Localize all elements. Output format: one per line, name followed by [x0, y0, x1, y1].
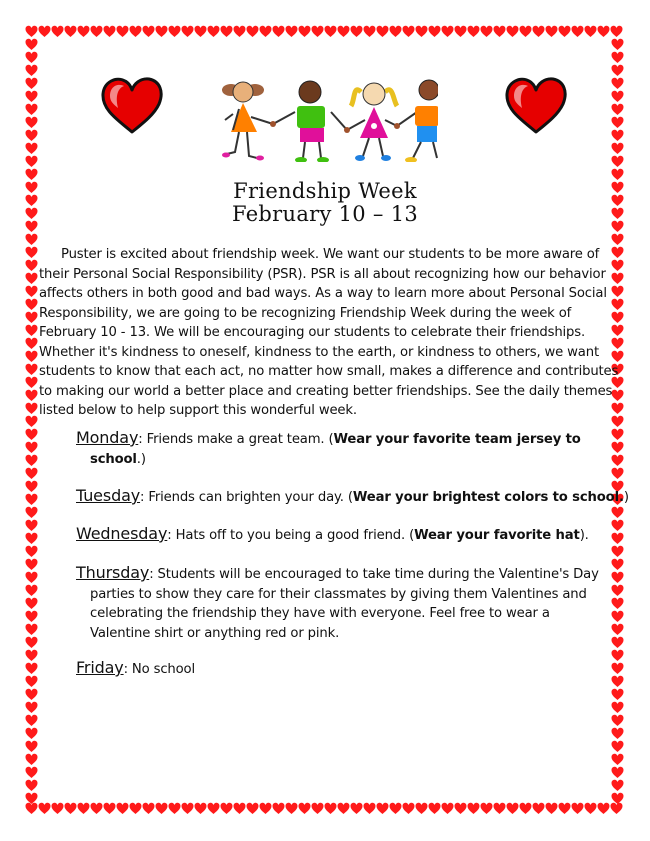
heart-icon — [129, 802, 142, 815]
day-text: .) — [136, 451, 146, 467]
heart-icon — [272, 802, 285, 815]
heart-icon — [25, 402, 38, 415]
heart-icon — [220, 802, 233, 815]
heart-icon — [25, 714, 38, 727]
heart-icon — [25, 51, 38, 64]
heart-icon — [363, 25, 376, 38]
heart-icon — [207, 802, 220, 815]
heart-icon — [25, 454, 38, 467]
heart-icon — [454, 802, 467, 815]
heart-icon — [467, 25, 480, 38]
heart-icon — [25, 558, 38, 571]
heart-icon — [51, 802, 64, 815]
heart-icon — [611, 753, 624, 766]
heart-icon — [25, 376, 38, 389]
heart-icon — [506, 25, 519, 38]
heart-icon — [519, 802, 532, 815]
heart-icon — [428, 802, 441, 815]
day-bold-text: Wear your favorite team jersey to — [333, 432, 581, 447]
heart-icon — [25, 493, 38, 506]
heart-icon — [142, 802, 155, 815]
heart-icon — [25, 90, 38, 103]
heart-icon — [90, 25, 103, 38]
heart-icon — [25, 324, 38, 337]
heart-icon — [25, 25, 38, 38]
heart-icon — [428, 25, 441, 38]
intro-line: students to know that each act, no matter how small, makes a difference and contributes — [39, 364, 619, 379]
heart-icon — [103, 25, 116, 38]
heart-icon — [611, 77, 624, 90]
heart-icon — [298, 802, 311, 815]
heart-icon — [611, 792, 624, 805]
intro-line: Responsibility, we are going to be recognizing Friendship Week during the week of — [39, 305, 572, 321]
intro-line: listed below to help support this wonderful week. — [39, 403, 357, 418]
heart-icon — [376, 25, 389, 38]
heart-icon — [611, 779, 624, 792]
heart-icon — [611, 64, 624, 77]
day-text: parties to show they care for their classmates by giving them Valentines and — [90, 586, 587, 602]
heart-icon — [611, 38, 624, 51]
heart-icon — [467, 802, 480, 815]
heart-icon — [611, 506, 624, 519]
heart-border-right — [611, 38, 625, 805]
heart-icon — [571, 25, 584, 38]
heart-icon — [363, 802, 376, 815]
day-bold-text: Wear your brightest colors to school. — [352, 490, 624, 505]
heart-icon — [25, 792, 38, 805]
heart-icon — [25, 38, 38, 51]
heart-icon — [64, 25, 77, 38]
heart-icon — [25, 415, 38, 428]
heart-icon — [611, 142, 624, 155]
heart-icon — [155, 25, 168, 38]
heart-icon — [611, 740, 624, 753]
heart-icon — [25, 311, 38, 324]
heart-icon — [77, 25, 90, 38]
heart-icon — [558, 25, 571, 38]
heart-icon — [103, 802, 116, 815]
day-thursday — [76, 563, 616, 643]
heart-icon — [25, 532, 38, 545]
heart-icon — [584, 802, 597, 815]
day-wednesday — [76, 524, 616, 546]
heart-icon — [25, 597, 38, 610]
heart-icon — [415, 802, 428, 815]
heart-icon — [194, 25, 207, 38]
day-name: Monday — [76, 428, 139, 447]
heart-icon — [480, 802, 493, 815]
heart-icon — [480, 25, 493, 38]
heart-icon — [324, 25, 337, 38]
heart-icon — [38, 25, 51, 38]
heart-icon — [25, 350, 38, 363]
heart-icon — [493, 25, 506, 38]
heart-icon — [441, 802, 454, 815]
day-text: : Students will be encouraged to take time during the Valentine's Day — [149, 567, 599, 582]
heart-icon — [181, 802, 194, 815]
day-text: : Friends make a great team. ( — [138, 432, 334, 447]
heart-icon — [259, 802, 272, 815]
heart-icon — [25, 506, 38, 519]
heart-icon — [611, 155, 624, 168]
heart-icon — [129, 25, 142, 38]
heart-icon — [220, 25, 233, 38]
heart-icon — [502, 74, 570, 136]
day-text: ). — [579, 528, 589, 543]
heart-icon — [493, 802, 506, 815]
heart-icon — [611, 688, 624, 701]
heart-icon — [389, 25, 402, 38]
day-text: : No school — [123, 662, 195, 677]
heart-icon — [311, 25, 324, 38]
heart-icon — [25, 246, 38, 259]
heart-icon — [25, 337, 38, 350]
heart-icon — [611, 714, 624, 727]
day-text: : Friends can brighten your day. ( — [140, 490, 353, 505]
heart-icon — [25, 441, 38, 454]
heart-icon — [324, 802, 337, 815]
heart-icon — [194, 802, 207, 815]
heart-icon — [168, 802, 181, 815]
heart-icon — [25, 545, 38, 558]
heart-icon — [25, 688, 38, 701]
heart-border-top — [25, 25, 623, 39]
heart-icon — [25, 623, 38, 636]
heart-border-bottom — [25, 802, 623, 816]
heart-icon — [181, 25, 194, 38]
heart-icon — [506, 802, 519, 815]
heart-icon — [337, 802, 350, 815]
heart-icon — [611, 766, 624, 779]
heart-icon — [311, 802, 324, 815]
heart-icon — [610, 25, 623, 38]
heart-icon — [77, 802, 90, 815]
heart-icon — [402, 802, 415, 815]
heart-icon — [25, 740, 38, 753]
intro-line: Whether it's kindness to oneself, kindness to the earth, or kindness to others, we want — [39, 344, 599, 360]
date-subtitle: February 10 – 13 — [231, 202, 419, 226]
heart-icon — [259, 25, 272, 38]
day-name: Friday — [76, 658, 124, 677]
heart-icon — [611, 545, 624, 558]
page-title: Friendship Week — [233, 179, 417, 203]
heart-icon — [64, 802, 77, 815]
heart-icon — [571, 802, 584, 815]
heart-icon — [25, 389, 38, 402]
heart-icon — [98, 74, 166, 136]
heart-icon — [25, 64, 38, 77]
heart-icon — [298, 25, 311, 38]
heart-icon — [25, 727, 38, 740]
heart-icon — [155, 802, 168, 815]
day-name: Thursday — [76, 563, 150, 582]
heart-icon — [116, 802, 129, 815]
day-monday — [76, 428, 616, 469]
day-bold-text: Wear your favorite hat — [414, 528, 580, 543]
heart-icon — [611, 103, 624, 116]
heart-icon — [25, 155, 38, 168]
heart-icon — [25, 116, 38, 129]
heart-icon — [350, 802, 363, 815]
heart-icon — [337, 25, 350, 38]
heart-icon — [233, 802, 246, 815]
heart-icon — [584, 25, 597, 38]
heart-icon — [25, 298, 38, 311]
day-name: Tuesday — [76, 486, 141, 505]
heart-icon — [25, 285, 38, 298]
heart-icon — [25, 272, 38, 285]
heart-icon — [25, 649, 38, 662]
heart-icon — [25, 636, 38, 649]
day-text: Valentine shirt or anything red or pink. — [90, 625, 340, 641]
heart-icon — [532, 25, 545, 38]
heart-icon — [25, 142, 38, 155]
day-text: celebrating the friendship they have with everyone. Feel free to wear a — [90, 606, 550, 621]
heart-icon — [285, 25, 298, 38]
heart-icon — [454, 25, 467, 38]
day-tuesday — [76, 486, 629, 508]
heart-icon — [246, 802, 259, 815]
heart-icon — [25, 610, 38, 623]
heart-icon — [25, 766, 38, 779]
intro-paragraph — [39, 245, 619, 421]
heart-icon — [25, 779, 38, 792]
heart-icon — [90, 802, 103, 815]
heart-icon — [532, 802, 545, 815]
heart-icon — [376, 802, 389, 815]
heart-icon — [441, 25, 454, 38]
heart-icon — [285, 802, 298, 815]
heart-icon — [389, 802, 402, 815]
heart-icon — [597, 25, 610, 38]
heart-icon — [246, 25, 259, 38]
heart-icon — [597, 802, 610, 815]
heart-icon — [611, 129, 624, 142]
heart-icon — [25, 480, 38, 493]
heart-icon — [611, 51, 624, 64]
heart-icon — [25, 259, 38, 272]
heart-icon — [25, 675, 38, 688]
heart-icon — [38, 802, 51, 815]
heart-icon — [142, 25, 155, 38]
heart-icon — [558, 802, 571, 815]
day-name: Wednesday — [76, 524, 168, 543]
kids-holding-hands-illustration — [213, 70, 438, 162]
heart-icon — [25, 428, 38, 441]
heart-icon — [25, 129, 38, 142]
heart-icon — [415, 25, 428, 38]
heart-icon — [25, 662, 38, 675]
heart-icon — [233, 25, 246, 38]
heart-icon — [545, 802, 558, 815]
heart-icon — [25, 584, 38, 597]
heart-icon — [519, 25, 532, 38]
intro-line: February 10 - 13. We will be encouraging our students to celebrate their friendships. — [39, 325, 586, 340]
intro-line: to making our world a better place and creating better friendships. See the daily themes — [39, 383, 613, 399]
heart-icon — [25, 363, 38, 376]
heart-icon — [25, 571, 38, 584]
day-text: ) — [623, 490, 629, 505]
heart-icon — [168, 25, 181, 38]
heart-icon — [611, 727, 624, 740]
heart-icon — [25, 519, 38, 532]
day-bold-text: school — [90, 451, 137, 467]
heart-border-left — [25, 38, 39, 805]
heart-icon — [25, 753, 38, 766]
heart-icon — [545, 25, 558, 38]
heart-icon — [25, 701, 38, 714]
heart-icon — [402, 25, 415, 38]
intro-line: Puster is excited about friendship week. We want our students to be more aware of — [61, 247, 600, 262]
heart-icon — [611, 116, 624, 129]
heart-icon — [25, 233, 38, 246]
day-friday — [76, 658, 616, 680]
heart-icon — [611, 90, 624, 103]
heart-icon — [25, 467, 38, 480]
heart-icon — [272, 25, 285, 38]
heart-icon — [611, 701, 624, 714]
heart-icon — [207, 25, 220, 38]
heart-icon — [25, 77, 38, 90]
heart-icon — [116, 25, 129, 38]
intro-line: their Personal Social Responsibility (PSR). PSR is all about recognizing how our behavior — [39, 266, 606, 282]
heart-icon — [350, 25, 363, 38]
heart-icon — [51, 25, 64, 38]
heart-icon — [25, 103, 38, 116]
intro-line: affects others in both good and bad ways. As a way to learn more about Personal Social — [39, 286, 607, 301]
day-text: : Hats off to you being a good friend. ( — [167, 528, 415, 543]
